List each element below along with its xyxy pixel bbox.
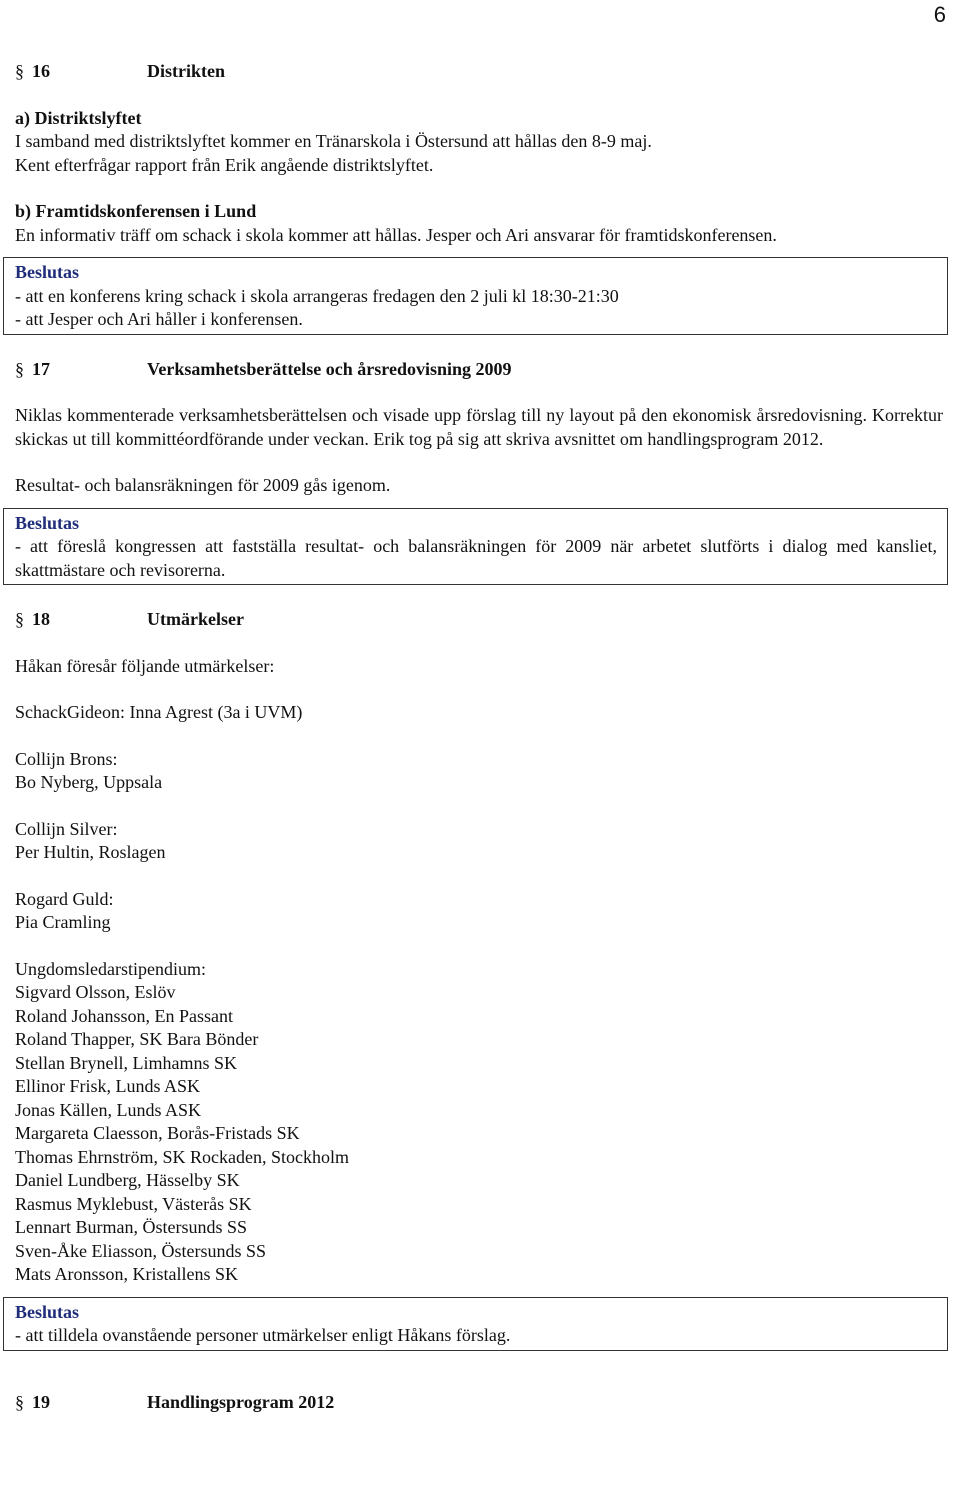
section-title: Utmärkelser — [147, 609, 244, 629]
decision-line-1: - att en konferens kring schack i skola arrangeras fredagen den 2 juli kl 18:30-21:30 — [15, 285, 619, 306]
ungdom-name: Stellan Brynell, Limhamns SK — [15, 1052, 237, 1073]
award-schackgideon: SchackGideon: Inna Agrest (3a i UVM) — [15, 702, 303, 722]
section-number: 16 — [32, 61, 50, 81]
section-title: Handlingsprogram 2012 — [147, 1391, 335, 1412]
award-collijn-brons-name: Bo Nyberg, Uppsala — [15, 772, 163, 792]
page-number: 6 — [933, 2, 946, 27]
section-title: Verksamhetsberättelse och årsredovisning 2009 — [147, 358, 512, 379]
section-number: 17 — [32, 358, 50, 379]
award-rogard-guld-label: Rogard Guld: — [15, 888, 114, 909]
award-collijn-brons-label: Collijn Brons: — [15, 748, 118, 769]
award-collijn-silver-name: Per Hultin, Roslagen — [15, 842, 166, 862]
section-16-heading — [15, 60, 943, 84]
section-number: 18 — [32, 609, 50, 629]
section-sign: § — [15, 609, 24, 629]
decision-box-18 — [3, 1297, 948, 1351]
section-17-paragraph-2: Resultat- och balansräkningen för 2009 gås igenom. — [15, 475, 391, 495]
ungdom-name: Margareta Claesson, Borås-Fristads SK — [15, 1123, 300, 1143]
section-sign: § — [15, 1391, 24, 1412]
award-ungdom-label: Ungdomsledarstipendium: — [15, 958, 206, 979]
subsection-a-heading: a) Distriktslyftet — [15, 107, 142, 128]
award-rogard-guld-name: Pia Cramling — [15, 912, 111, 932]
section-number: 19 — [32, 1391, 50, 1412]
document-body — [15, 60, 943, 1414]
section-18-heading — [15, 608, 943, 632]
decision-label: Beslutas — [15, 1301, 80, 1322]
awards-intro: Håkan föresår följande utmärkelser: — [15, 655, 275, 676]
decision-box-17 — [3, 508, 948, 586]
decision-text: - att tilldela ovanstående personer utmärkelser enligt Håkans förslag. — [15, 1325, 511, 1345]
subsection-a-line-2: Kent efterfrågar rapport från Erik angående distriktslyftet. — [15, 154, 434, 175]
section-19-heading — [15, 1391, 943, 1415]
ungdom-name: Sigvard Olsson, Eslöv — [15, 982, 176, 1002]
section-title: Distrikten — [147, 61, 225, 81]
ungdom-name: Thomas Ehrnström, SK Rockaden, Stockholm — [15, 1146, 349, 1167]
section-17-paragraph-1: Niklas kommenterade verksamhetsberättelsen och visade upp förslag till ny layout på den ekonomisk årsredovisning. Korrektur skickas ut till kommittéordförande under veckan. Erik tog på sig att skriva avsnittet om handlingsprogram 2012. — [15, 405, 943, 449]
subsection-a-line-1: I samband med distriktslyftet kommer en Tränarskola i Östersund att hållas den 8-9 maj. — [15, 131, 652, 151]
ungdom-name: Rasmus Myklebust, Västerås SK — [15, 1193, 252, 1214]
ungdom-name: Roland Thapper, SK Bara Bönder — [15, 1029, 259, 1049]
ungdom-name: Sven-Åke Eliasson, Östersunds SS — [15, 1240, 266, 1261]
section-sign: § — [15, 358, 24, 379]
decision-text: - att föreslå kongressen att fastställa resultat- och balansräkningen för 2009 när arbetet slutförts i dialog med kansliet, skattmästare och revisorerna. — [15, 536, 937, 580]
subsection-b-line-1: En informativ träff om schack i skola kommer att hållas. Jesper och Ari ansvarar för framtidskonferensen. — [15, 224, 777, 245]
ungdom-name: Roland Johansson, En Passant — [15, 1005, 233, 1026]
ungdom-name: Mats Aronsson, Kristallens SK — [15, 1264, 239, 1284]
decision-label: Beslutas — [15, 512, 80, 533]
ungdom-name: Jonas Källen, Lunds ASK — [15, 1099, 201, 1120]
ungdom-name: Lennart Burman, Östersunds SS — [15, 1217, 247, 1237]
ungdom-name: Daniel Lundberg, Hässelby SK — [15, 1170, 240, 1190]
section-sign: § — [15, 61, 24, 81]
decision-line-2: - att Jesper och Ari håller i konferensen. — [15, 309, 303, 329]
decision-box-16 — [3, 257, 948, 335]
award-collijn-silver-label: Collijn Silver: — [15, 818, 118, 839]
decision-label: Beslutas — [15, 262, 80, 282]
subsection-b-heading: b) Framtidskonferensen i Lund — [15, 201, 257, 221]
section-17-heading — [15, 358, 943, 382]
ungdom-name: Ellinor Frisk, Lunds ASK — [15, 1076, 201, 1096]
